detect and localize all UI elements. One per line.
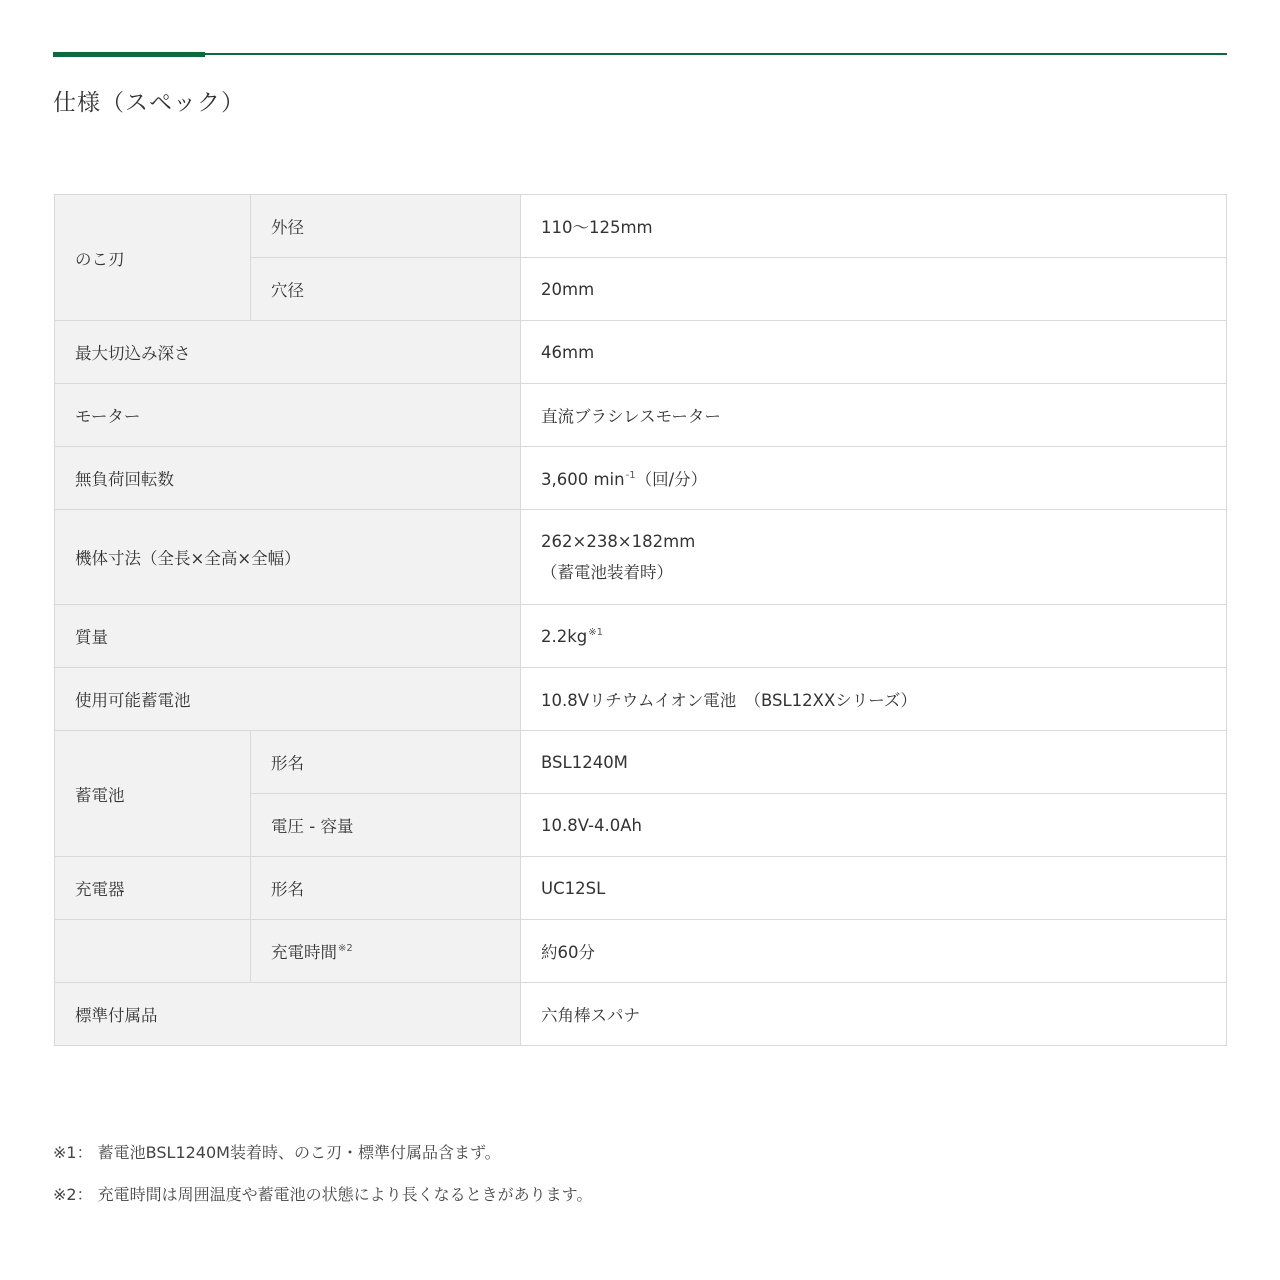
table-row xyxy=(55,510,1227,605)
row-header: 使用可能蓄電池 xyxy=(55,668,521,731)
footnote-2: ※2： 充電時間は周囲温度や蓄電池の状態により長くなるときがあります。 xyxy=(53,1185,593,1204)
row-header: 充電器 xyxy=(55,857,251,920)
speed-unit: （回/分） xyxy=(635,470,708,489)
row-header: のこ刃 xyxy=(55,195,251,321)
sub-header xyxy=(251,920,521,983)
row-header: 最大切込み深さ xyxy=(55,321,521,384)
cell-value: 20mm xyxy=(521,258,1227,321)
table-row xyxy=(55,321,1227,384)
row-header: 標準付属品 xyxy=(55,983,521,1046)
sub-header: 穴径 xyxy=(251,258,521,321)
section-rule xyxy=(53,53,1227,55)
sub-header: 形名 xyxy=(251,857,521,920)
table-row xyxy=(55,384,1227,447)
row-header: 無負荷回転数 xyxy=(55,447,521,510)
row-header: 質量 xyxy=(55,605,521,668)
cell-value: 10.8Vリチウムイオン電池 （BSL12XXシリーズ） xyxy=(521,668,1227,731)
weight-value: 2.2kg xyxy=(541,626,588,646)
table-row xyxy=(55,605,1227,668)
footnote-1: ※1： 蓄電池BSL1240M装着時、のこ刃・標準付属品含まず。 xyxy=(53,1143,501,1162)
table-row xyxy=(55,668,1227,731)
sub-header: 電圧 - 容量 xyxy=(251,794,521,857)
footnotes xyxy=(53,1141,592,1225)
section-rule-accent xyxy=(53,52,205,57)
empty-header xyxy=(55,920,251,983)
sub-header: 形名 xyxy=(251,731,521,794)
cell-value xyxy=(521,605,1227,668)
cell-value: UC12SL xyxy=(521,857,1227,920)
charge-time-footnote-mark: ※2 xyxy=(338,943,353,954)
weight-footnote-mark: ※1 xyxy=(588,626,604,638)
speed-exponent: -1 xyxy=(625,470,636,481)
cell-value: 110～125mm xyxy=(521,195,1227,258)
table-row xyxy=(55,857,1227,920)
cell-value: 約60分 xyxy=(521,920,1227,983)
table-row xyxy=(55,920,1227,983)
row-header: モーター xyxy=(55,384,521,447)
cell-value: 10.8V-4.0Ah xyxy=(521,794,1227,857)
table-row xyxy=(55,983,1227,1046)
cell-value xyxy=(521,447,1227,510)
cell-value: 直流ブラシレスモーター xyxy=(521,384,1227,447)
cell-value: 46mm xyxy=(521,321,1227,384)
speed-value: 3,600 min xyxy=(541,470,625,489)
table-row xyxy=(55,195,1227,258)
dimensions-note: （蓄電池装着時） xyxy=(541,562,673,582)
sub-header: 外径 xyxy=(251,195,521,258)
row-header: 蓄電池 xyxy=(55,731,251,857)
table-row xyxy=(55,447,1227,510)
cell-value xyxy=(521,510,1227,605)
cell-value: BSL1240M xyxy=(521,731,1227,794)
charge-time-label: 充電時間 xyxy=(271,943,337,962)
dimensions-value: 262×238×182mm xyxy=(541,531,696,551)
table-row xyxy=(55,731,1227,794)
cell-value: 六角棒スパナ xyxy=(521,983,1227,1046)
spec-table xyxy=(54,194,1227,1046)
section-title: 仕様（スペック） xyxy=(53,90,245,116)
row-header: 機体寸法（全長×全高×全幅） xyxy=(55,510,521,605)
